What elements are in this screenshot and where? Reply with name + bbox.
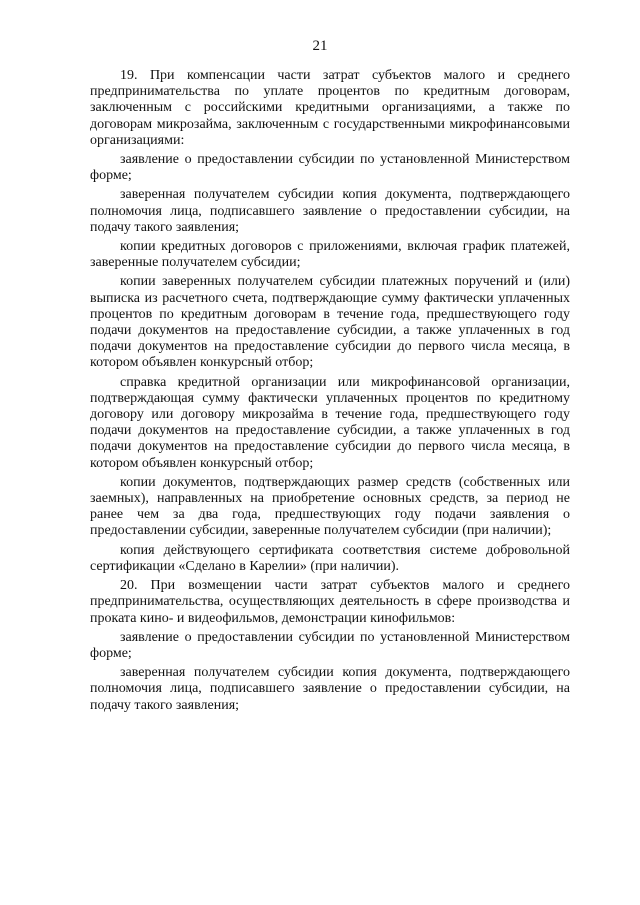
paragraph-20-intro: 20. При возмещении части затрат субъектов малого и среднего предпринимательства, осуществляющих деятельность в сфере производства и проката кино- и видеофильмов, демонстрации кинофильмов: bbox=[90, 578, 570, 626]
paragraph-item: заверенная получателем субсидии копия документа, подтверждающего полномочия лица, подписавшего заявление о предоставлении субсидии, на подачу такого заявления; bbox=[90, 187, 570, 235]
paragraph-item: копии кредитных договоров с приложениями, включая график платежей, заверенные получателем субсидии; bbox=[90, 239, 570, 271]
paragraph-19-intro: 19. При компенсации части затрат субъектов малого и среднего предпринимательства по уплате процентов по кредитным договорам, заключенным с российскими кредитными организациями, а также по договорам микрозайма, заключенным с государственными микрофинансовыми организациями: bbox=[90, 68, 570, 148]
document-body bbox=[90, 68, 570, 717]
paragraph-item: заявление о предоставлении субсидии по установленной Министерством форме; bbox=[90, 152, 570, 184]
paragraph-item: заверенная получателем субсидии копия документа, подтверждающего полномочия лица, подписавшего заявление о предоставлении субсидии, на подачу такого заявления; bbox=[90, 665, 570, 713]
paragraph-item: копии заверенных получателем субсидии платежных поручений и (или) выписка из расчетного счета, подтверждающие сумму фактически уплаченных процентов по кредитным договорам в течение года, предшествующего году подачи документов на предоставление субсидии, а также уплаченных в год подачи документов на предоставление субсидии до первого числа месяца, в котором объявлен конкурсный отбор; bbox=[90, 274, 570, 371]
paragraph-item: справка кредитной организации или микрофинансовой организации, подтверждающая сумму фактически уплаченных процентов по кредитному договору или договору микрозайма в течение года, предшествующего году подачи документов на предоставление субсидии, а также уплаченных в год подачи документов на предоставление субсидии до первого числа месяца, в котором объявлен конкурсный отбор; bbox=[90, 374, 570, 471]
paragraph-item: копия действующего сертификата соответствия системе добровольной сертификации «Сделано в Карелии» (при наличии). bbox=[90, 542, 570, 574]
paragraph-item: заявление о предоставлении субсидии по установленной Министерством форме; bbox=[90, 629, 570, 661]
page-number: 21 bbox=[312, 38, 328, 54]
paragraph-item: копии документов, подтверждающих размер средств (собственных или заемных), направленных на приобретение основных средств, за период не ранее чем за два года, предшествующих году подачи заявления о предоставлении субсидии, заверенные получателем субсидии (при наличии); bbox=[90, 474, 570, 539]
